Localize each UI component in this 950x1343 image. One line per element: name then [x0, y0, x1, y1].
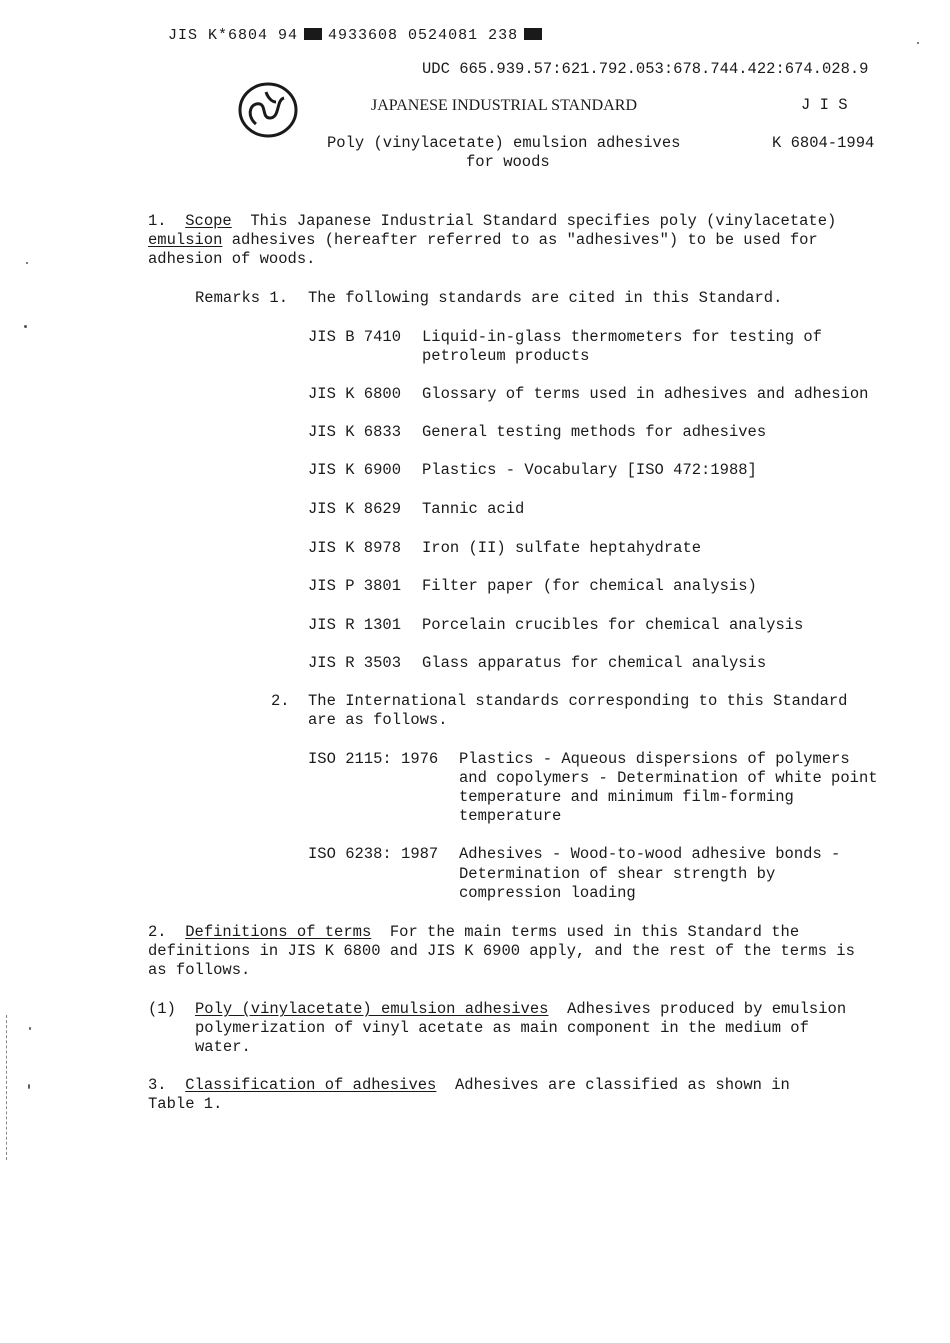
section2-heading: Definitions of terms — [185, 923, 372, 941]
cited-title: Plastics - Vocabulary [ISO 472:1988] — [422, 461, 757, 479]
definition-item-number: (1) — [148, 1000, 176, 1018]
cited-code: JIS K 6800 — [308, 385, 402, 403]
section3-line1 — [148, 1076, 790, 1096]
cited-title-cont: petroleum products — [422, 347, 590, 365]
section1-line3: adhesion of woods. — [148, 250, 316, 268]
header-tracking-line — [148, 6, 548, 45]
iso-title: Plastics - Aqueous dispersions of polymers — [459, 750, 850, 768]
definition-item-text-1: Adhesives produced by emulsion — [548, 1000, 847, 1018]
section1-text-2: adhesives (hereafter referred to as "adhesives") to be used for — [222, 231, 818, 249]
iso-title-cont: compression loading — [459, 884, 636, 902]
header-block-mark — [304, 28, 322, 40]
section1-number: 1. — [148, 212, 167, 230]
jis-logo-icon — [236, 80, 300, 140]
definition-item-heading: Poly (vinylacetate) emulsion adhesives — [195, 1000, 549, 1018]
header-block-mark-end — [524, 28, 542, 40]
cited-title: General testing methods for adhesives — [422, 423, 767, 441]
cited-code: JIS B 7410 — [308, 328, 402, 346]
cited-code: JIS K 6833 — [308, 423, 402, 441]
cited-code: JIS K 8978 — [308, 539, 402, 557]
section2-line3: as follows. — [148, 961, 251, 979]
section3-number: 3. — [148, 1076, 167, 1094]
iso-code: ISO 6238: 1987 — [308, 845, 439, 863]
standard-abbr: J I S — [801, 96, 848, 114]
header-code: JIS K*6804 94 — [168, 26, 299, 44]
iso-code: ISO 2115: 1976 — [308, 750, 439, 768]
section2-number: 2. — [148, 923, 167, 941]
section1-line1 — [148, 212, 836, 232]
cited-code: JIS R 3503 — [308, 654, 402, 672]
scan-speck — [917, 42, 919, 44]
section2-line2: definitions in JIS K 6800 and JIS K 6900 apply, and the rest of the terms is — [148, 942, 855, 960]
section3-heading: Classification of adhesives — [185, 1076, 437, 1094]
iso-title-cont: Determination of shear strength by — [459, 865, 776, 883]
scan-speck — [29, 1027, 31, 1030]
header-serial: 4933608 0524081 238 — [328, 26, 519, 44]
iso-title-cont: and copolymers - Determination of white point — [459, 769, 878, 787]
remarks-label: Remarks 1. — [195, 289, 289, 307]
cited-title: Iron (II) sulfate heptahydrate — [422, 539, 702, 557]
standard-title-line2: for woods — [466, 153, 550, 171]
cited-code: JIS R 1301 — [308, 616, 402, 634]
scan-edge-line — [6, 1015, 8, 1160]
cited-title: Glossary of terms used in adhesives and adhesion — [422, 385, 869, 403]
cited-code: JIS P 3801 — [308, 577, 402, 595]
section3-text-1: Adhesives are classified as shown in — [436, 1076, 790, 1094]
cited-title: Tannic acid — [422, 500, 525, 518]
definition-item-line3: water. — [195, 1038, 251, 1056]
udc-line: UDC 665.939.57:621.792.053:678.744.422:674.028.9 — [422, 60, 869, 78]
cited-code: JIS K 6900 — [308, 461, 402, 479]
section1-line2 — [148, 231, 818, 251]
iso-title: Adhesives - Wood-to-wood adhesive bonds - — [459, 845, 841, 863]
section1-heading: Scope — [185, 212, 232, 230]
remarks2-line2: are as follows. — [308, 711, 448, 729]
cited-title: Glass apparatus for chemical analysis — [422, 654, 767, 672]
iso-title-cont: temperature — [459, 807, 562, 825]
remarks1-text: The following standards are cited in this Standard. — [308, 289, 783, 307]
section2-line1 — [148, 923, 799, 943]
remarks2-number: 2. — [271, 692, 290, 710]
definition-item-line2: polymerization of vinyl acetate as main component in the medium of — [195, 1019, 809, 1037]
standard-body: JAPANESE INDUSTRIAL STANDARD — [371, 97, 637, 114]
section1-emulsion: emulsion — [148, 231, 223, 249]
cited-title: Filter paper (for chemical analysis) — [422, 577, 757, 595]
cited-code: JIS K 8629 — [308, 500, 402, 518]
cited-title: Porcelain crucibles for chemical analysis — [422, 616, 804, 634]
standard-title-line1: Poly (vinylacetate) emulsion adhesives — [327, 134, 681, 152]
scan-speck — [28, 1084, 30, 1089]
definition-item-line1 — [195, 1000, 846, 1020]
section3-line2: Table 1. — [148, 1095, 223, 1113]
remarks2-line1: The International standards corresponding to this Standard — [308, 692, 848, 710]
scan-speck — [24, 325, 27, 328]
standard-number: K 6804-1994 — [772, 134, 875, 152]
scan-speck — [26, 262, 28, 264]
section2-text-1: For the main terms used in this Standard the — [371, 923, 800, 941]
cited-title: Liquid-in-glass thermometers for testing of — [422, 328, 822, 346]
iso-title-cont: temperature and minimum film-forming — [459, 788, 794, 806]
section1-text-1: This Japanese Industrial Standard specifies poly (vinylacetate) — [231, 212, 837, 230]
